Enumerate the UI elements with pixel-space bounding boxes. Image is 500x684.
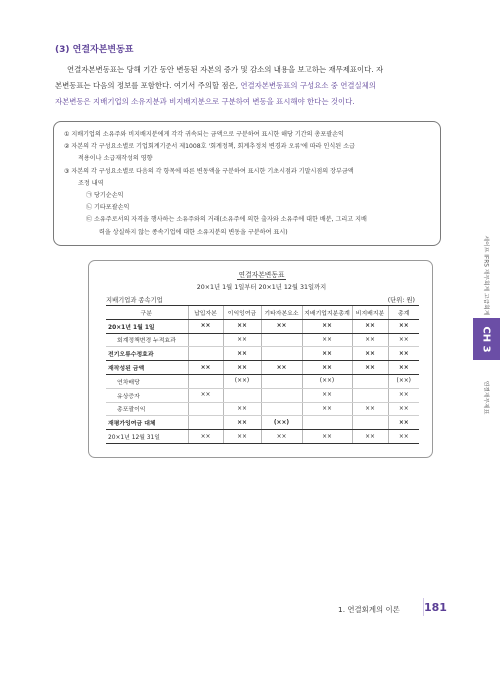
note-line: 력을 상실하지 않는 종속기업에 대한 소유지분의 변동을 구분하여 표시) [99, 228, 288, 236]
note-line: 조정 내역 [78, 179, 104, 187]
column-header: 납입자본 [188, 306, 223, 320]
table-cell [188, 374, 223, 388]
table-cell: ×× [388, 333, 419, 347]
row-label: 유상증자 [106, 388, 188, 402]
table-cell: ×× [388, 361, 419, 375]
table-cell: ×× [188, 430, 223, 444]
row-label: 20×1년 12월 31일 [106, 430, 188, 444]
table-cell: ×× [188, 361, 223, 375]
table-cell [261, 333, 302, 347]
table-cell: ×× [223, 347, 261, 361]
statement-period: 20×1년 1월 1일부터 20×1년 12월 31일까지 [196, 284, 327, 291]
row-label: 재작성된 금액 [106, 361, 188, 375]
table-cell: ×× [302, 333, 352, 347]
table-cell [261, 347, 302, 361]
paragraph-highlight-1: 연결자본변동표의 구성요소 중 연결실체의 [240, 81, 376, 90]
table-cell: ×× [352, 402, 388, 416]
chapter-tab-label: CH 3 [481, 325, 492, 353]
table-row [106, 416, 419, 430]
column-header: 이익잉여금 [223, 306, 261, 320]
table-cell: ×× [188, 388, 223, 402]
column-header: 기타자본요소 [261, 306, 302, 320]
chapter-name-text: 연결재무제표 [482, 380, 489, 414]
table-cell [188, 333, 223, 347]
table-cell [352, 374, 388, 388]
table-row [106, 374, 419, 388]
table-cell: ×× [388, 416, 419, 430]
row-label: 전기오류수정효과 [106, 347, 188, 361]
footer-section: 1. 연결회계의 이론 [338, 605, 400, 614]
column-header: 구분 [106, 306, 188, 320]
note-line: ① 지배기업의 소유주와 비지배지분에게 각각 귀속되는 금액으로 구분하여 표시한 해당 기간의 총포괄손익 [64, 131, 344, 138]
table-cell: ×× [302, 388, 352, 402]
table-cell [188, 402, 223, 416]
table-row [106, 388, 419, 402]
equity-table [106, 305, 419, 444]
note-line: 적용이나 소급재작성의 영향 [78, 155, 153, 163]
row-label: 회계정책변경 누적효과 [106, 333, 188, 347]
statement-title-text: 연결자본변동표 [238, 271, 285, 279]
note-line: ㉢ 소유주로서의 자격을 행사하는 소유주와의 거래(소유주에 의한 출자와 소유주에 대한 배분, 그리고 지배 [86, 216, 367, 224]
table-cell: ×× [302, 319, 352, 333]
table-cell: ×× [388, 319, 419, 333]
row-label: 연차배당 [106, 374, 188, 388]
table-cell: ×× [388, 347, 419, 361]
table-cell: (××) [223, 374, 261, 388]
paragraph-line-2 [55, 78, 450, 110]
table-row [106, 347, 419, 361]
table-cell: ×× [352, 333, 388, 347]
book-title [472, 235, 500, 315]
table-row [106, 361, 419, 375]
table-cell: ×× [388, 402, 419, 416]
table-cell: ×× [261, 430, 302, 444]
table-cell: ×× [223, 361, 261, 375]
table-cell: (××) [302, 374, 352, 388]
table-cell: ×× [388, 430, 419, 444]
paragraph-line-1: 연결자본변동표는 당해 기간 동안 변동된 자본의 증가 및 감소의 내용을 보고하는 재무제표이다. 자 [67, 65, 384, 74]
note-line: ㉡ 기타포괄손익 [86, 204, 130, 212]
table-cell: ×× [223, 319, 261, 333]
table-cell: ×× [352, 319, 388, 333]
statement-entity: 지배기업과 종속기업 [106, 297, 163, 304]
table-cell: ×× [188, 319, 223, 333]
table-cell [261, 388, 302, 402]
statement-title [89, 269, 434, 279]
note-line: ② 자본의 각 구성요소별로 기업회계기준서 제1008호 '회계정책, 회계추정치 변경과 오류'에 따라 인식된 소급 [64, 143, 355, 151]
table-cell: ×× [223, 402, 261, 416]
chapter-tab [473, 318, 500, 360]
book-title-text: 세이프 IFRS 재무회계 고급회계 [482, 235, 489, 315]
table-cell: ×× [223, 430, 261, 444]
row-label: 총포괄이익 [106, 402, 188, 416]
table-cell: (××) [388, 374, 419, 388]
paragraph-highlight-2: 자본변동은 지배기업의 소유지분과 비지배지분으로 구분하여 변동을 표시해야 한다는 것이다. [55, 97, 355, 106]
table-cell: ×× [302, 402, 352, 416]
table-row [106, 430, 419, 444]
table-row [106, 402, 419, 416]
table-cell [302, 416, 352, 430]
table-cell [352, 388, 388, 402]
column-header: 지배기업지분총계 [302, 306, 352, 320]
note-line: ③ 자본의 각 구성요소별로 다음의 각 항목에 따른 변동액을 구분하여 표시한 기초시점과 기말시점의 장부금액 [64, 167, 354, 175]
table-cell: ×× [223, 416, 261, 430]
table-cell: ×× [352, 361, 388, 375]
table-cell: (××) [261, 416, 302, 430]
table-cell: ×× [352, 347, 388, 361]
table-cell: ×× [223, 333, 261, 347]
table-row [106, 333, 419, 347]
table-cell [352, 416, 388, 430]
table-header-row [106, 306, 419, 320]
table-cell: ×× [302, 361, 352, 375]
table-cell: ×× [261, 361, 302, 375]
column-header: 비지배지분 [352, 306, 388, 320]
note-line: ㉠ 당기순손익 [86, 191, 124, 199]
paragraph-line-2-text: 본변동표는 다음의 정보를 포함한다. 여기서 주의할 점은, [55, 81, 241, 90]
table-cell: ×× [352, 430, 388, 444]
section-title: (3) 연결자본변동표 [55, 45, 134, 55]
table-cell [223, 388, 261, 402]
table-cell [188, 347, 223, 361]
table-cell: ×× [388, 388, 419, 402]
table-row [106, 319, 419, 333]
table-cell [261, 402, 302, 416]
statement-box [88, 260, 433, 458]
table-cell: ×× [302, 430, 352, 444]
table-cell: ×× [261, 319, 302, 333]
page-number: 181 [424, 601, 447, 614]
info-box [53, 121, 441, 246]
column-header: 총계 [388, 306, 419, 320]
table-cell [261, 374, 302, 388]
chapter-name [472, 362, 500, 432]
table-cell: ×× [302, 347, 352, 361]
table-cell [188, 416, 223, 430]
row-label: 재평가잉여금 대체 [106, 416, 188, 430]
row-label: 20×1년 1월 1일 [106, 319, 188, 333]
statement-unit: (단위: 원) [387, 297, 415, 304]
